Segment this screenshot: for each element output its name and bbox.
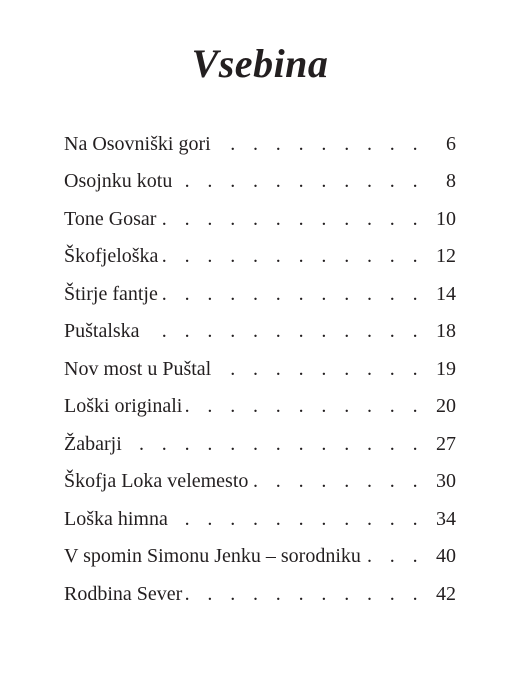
toc-entry-page: 14 xyxy=(436,282,456,305)
dot-leader xyxy=(144,319,424,343)
toc-entry xyxy=(64,313,456,351)
dot-leader xyxy=(186,582,424,606)
toc-entry-page: 8 xyxy=(446,170,456,193)
toc-entry-title: Na Osovniški gori xyxy=(64,132,211,155)
dot-leader xyxy=(365,544,424,568)
dot-leader xyxy=(160,207,424,231)
table-of-contents xyxy=(64,125,456,613)
toc-entry-page: 18 xyxy=(436,320,456,343)
toc-entry-title: Škofjeloška xyxy=(64,245,159,268)
toc-entry-page: 42 xyxy=(436,582,456,605)
toc-entry-title: Tone Gosar xyxy=(64,207,157,230)
dot-leader xyxy=(215,132,424,156)
toc-entry-title: Rodbina Sever xyxy=(64,582,183,605)
dot-leader xyxy=(126,432,424,456)
toc-entry-title: Štirje fantje xyxy=(64,282,158,305)
toc-entry xyxy=(64,500,456,538)
toc-entry-page: 10 xyxy=(436,207,456,230)
dot-leader xyxy=(176,169,424,193)
toc-entry-page: 19 xyxy=(436,357,456,380)
toc-entry xyxy=(64,463,456,501)
toc-entry-title: Puštalska xyxy=(64,320,140,343)
toc-entry xyxy=(64,238,456,276)
toc-entry xyxy=(64,425,456,463)
toc-entry xyxy=(64,350,456,388)
toc-entry xyxy=(64,538,456,576)
toc-entry-title: V spomin Simonu Jenku – sorodniku xyxy=(64,545,361,568)
dot-leader xyxy=(252,469,424,493)
toc-entry-title: Loški originali xyxy=(64,395,183,418)
toc-entry-page: 30 xyxy=(436,470,456,493)
toc-entry xyxy=(64,575,456,613)
toc-entry-title: Loška himna xyxy=(64,507,168,530)
dot-leader xyxy=(215,357,424,381)
toc-entry-page: 27 xyxy=(436,432,456,455)
toc-entry xyxy=(64,388,456,426)
toc-entry-title: Žabarji xyxy=(64,432,122,455)
toc-entry-title: Nov most u Puštal xyxy=(64,357,212,380)
toc-entry-page: 6 xyxy=(446,132,456,155)
toc-entry-title: Škofja Loka velemesto xyxy=(64,470,249,493)
dot-leader xyxy=(162,244,424,268)
toc-entry-page: 34 xyxy=(436,507,456,530)
toc-entry xyxy=(64,275,456,313)
dot-leader xyxy=(186,394,424,418)
dot-leader xyxy=(162,282,424,306)
toc-entry-page: 40 xyxy=(436,545,456,568)
toc-entry-page: 20 xyxy=(436,395,456,418)
toc-entry xyxy=(64,200,456,238)
toc-entry-page: 12 xyxy=(436,245,456,268)
toc-entry xyxy=(64,125,456,163)
toc-entry-title: Osojnku kotu xyxy=(64,170,173,193)
toc-entry xyxy=(64,163,456,201)
page-title: Vsebina xyxy=(191,41,329,86)
dot-leader xyxy=(172,507,424,531)
